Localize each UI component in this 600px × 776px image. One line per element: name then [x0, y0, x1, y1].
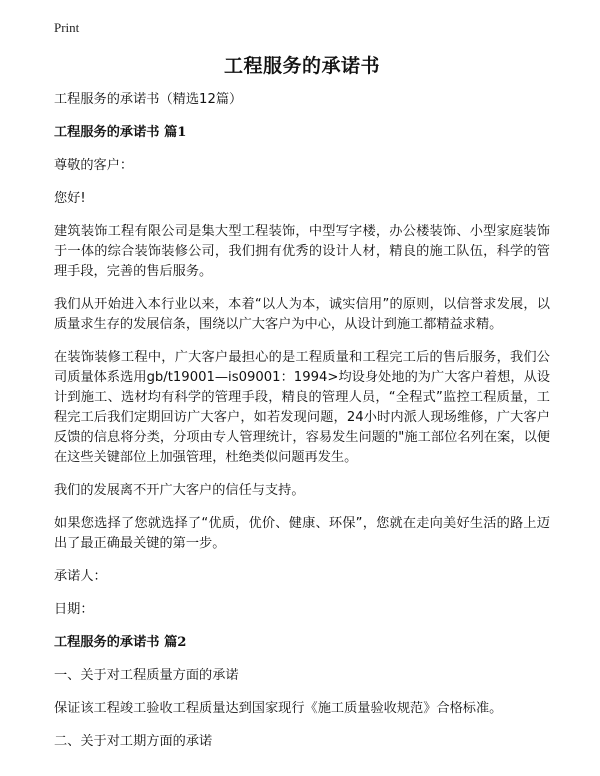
- document-body: [54, 52, 550, 765]
- promisor-label: 承诺人：: [54, 569, 107, 584]
- document-title: 工程服务的承诺书: [223, 55, 380, 77]
- date-label: 日期：: [54, 602, 94, 617]
- paragraph-principles: 我们从开始进入本行业以来，本着“以人为本，诚实信用”的原则，以信誉求发展，以质量求生存的发展信条，围绕以广大客户为中心，从设计到施工都精益求精。: [54, 297, 550, 332]
- paragraph-company-intro: 建筑装饰工程有限公司是集大型工程装饰，中型写字楼，办公楼装饰、小型家庭装饰于一体的综合装饰装修公司，我们拥有优秀的设计人材，精良的施工队伍，科学的管理手段，完善的售后服务。: [54, 224, 550, 279]
- paragraph-quality-service: 在装饰装修工程中，广大客户最担心的是工程质量和工程完工后的售后服务，我们公司质量体系选用gb/t19001—is09001：1994>均设身处地的为广大客户着想，从设计到施工、选材均有科学的管理手段，精良的管理人员，“全程式”监控工程质量，工程完工后我们定期回访广大客户，如若发现问题，24小时内派人现场维修，广大客户反馈的信息将分类，分项由专人管理统计，容易发生问题的"施工部位名列在案，以便在这些关键部位上加强管理，杜绝类似问题再发生。: [54, 350, 550, 465]
- schedule-commitment-title: 二、关于对工期方面的承诺: [54, 734, 213, 749]
- print-label: Print: [54, 20, 80, 35]
- quality-commitment-text: 保证该工程竣工验收工程质量达到国家现行《施工质量验收规范》合格标准。: [54, 701, 503, 716]
- section-1-heading: 工程服务的承诺书 篇1: [54, 125, 187, 140]
- greeting: 您好!: [54, 191, 86, 206]
- quality-commitment-title: 一、关于对工程质量方面的承诺: [54, 668, 239, 683]
- paragraph-choice: 如果您选择了您就选择了“优质，优价、健康、环保”，您就在走向美好生活的路上迈出了最正确最关键的第一步。: [54, 516, 550, 551]
- document-subtitle: 工程服务的承诺书（精选12篇）: [54, 92, 243, 107]
- paragraph-trust: 我们的发展离不开广大客户的信任与支持。: [54, 483, 305, 498]
- section-2-heading: 工程服务的承诺书 篇2: [54, 635, 187, 650]
- salutation: 尊敬的客户：: [54, 158, 134, 173]
